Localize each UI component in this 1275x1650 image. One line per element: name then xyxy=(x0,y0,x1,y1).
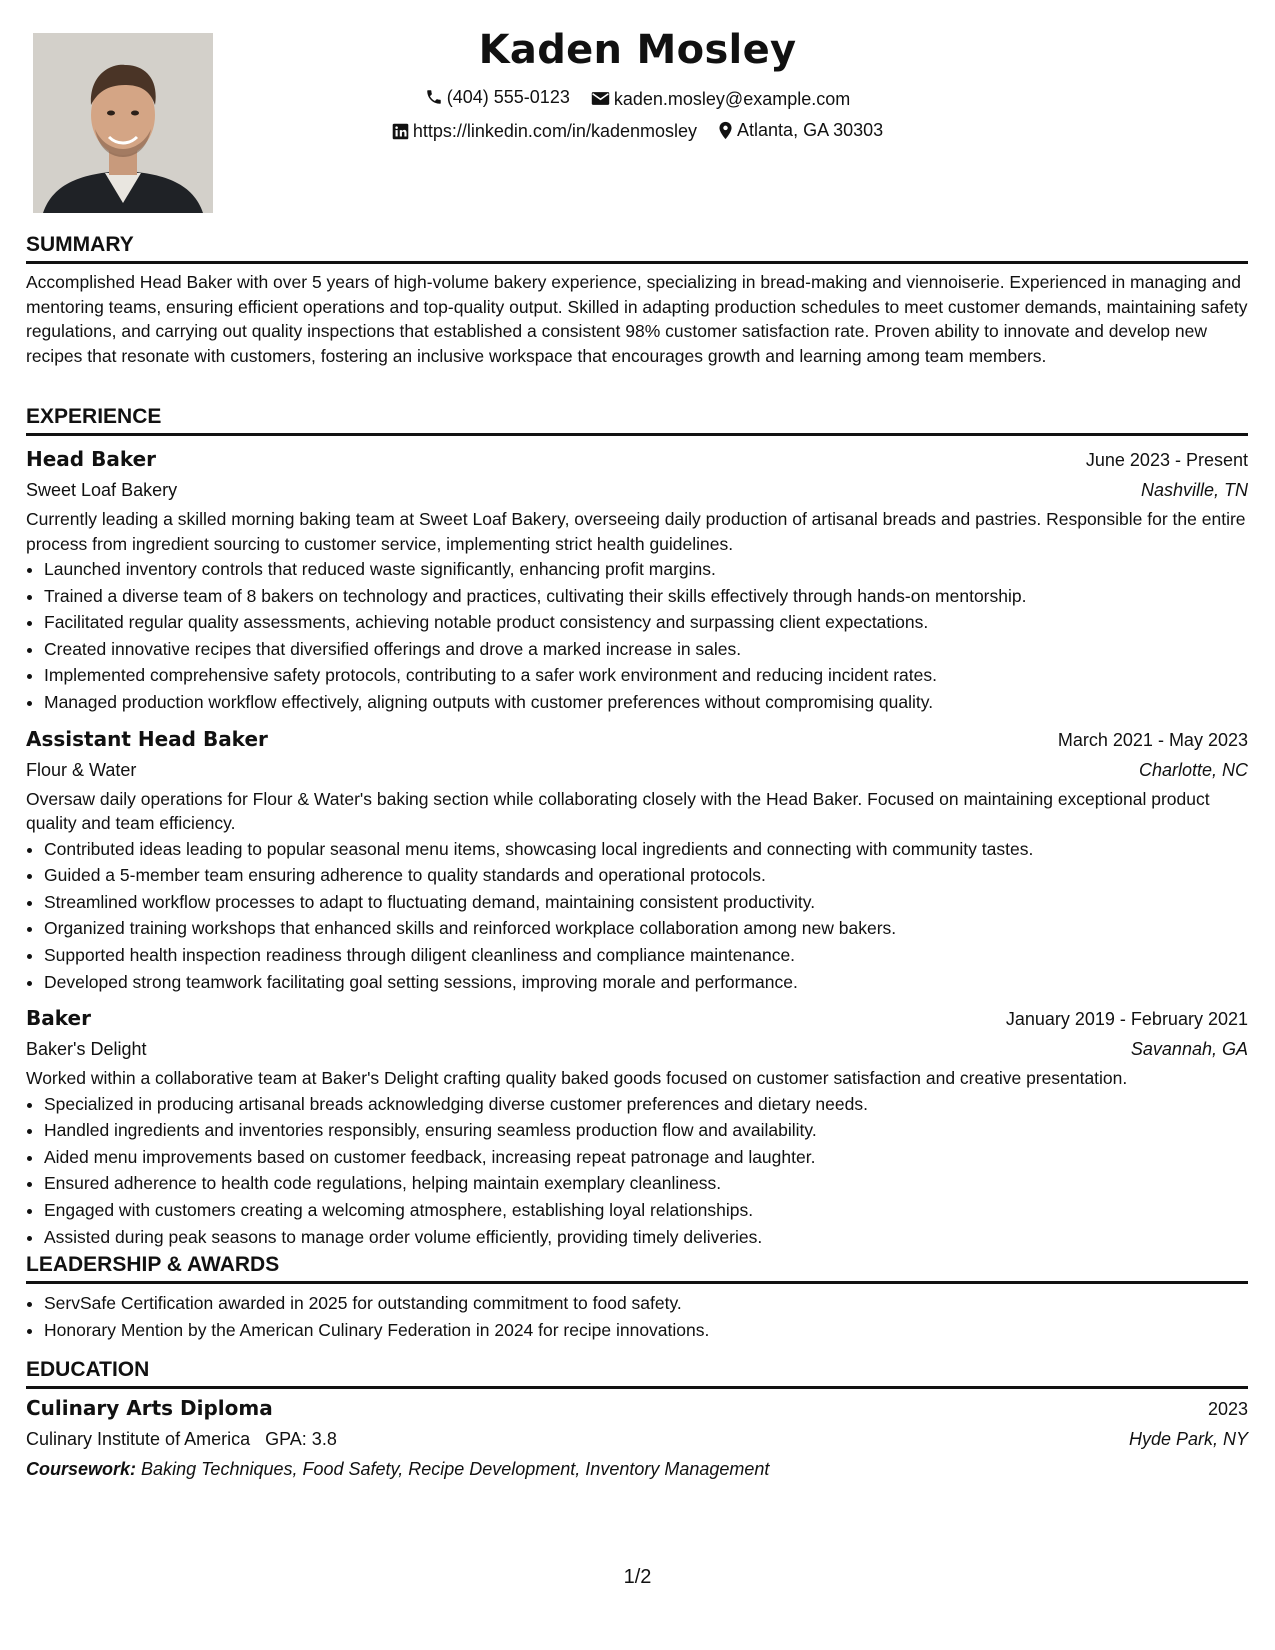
list-item: • Managed production workflow effectively, aligning outputs with customer preferences without compromising quality. xyxy=(44,689,1248,716)
gpa: GPA: 3.8 xyxy=(265,1429,337,1449)
job-entry xyxy=(26,1003,1248,1250)
job-location: Nashville, TN xyxy=(1140,480,1248,500)
list-item: • Streamlined workflow processes to adapt to fluctuating demand, maintaining consistent productivity. xyxy=(44,889,1248,916)
page-number: 1/2 xyxy=(623,1566,652,1588)
section-title: LEADERSHIP & AWARDS xyxy=(26,1252,1248,1284)
list-item: • Facilitated regular quality assessments, achieving notable product consistency and surpassing client expectations. xyxy=(44,609,1248,636)
linkedin-text[interactable]: https://linkedin.com/in/kadenmosley xyxy=(412,121,698,141)
coursework-text: Baking Techniques, Food Safety, Recipe Development, Inventory Management xyxy=(141,1459,770,1479)
list-item: • Honorary Mention by the American Culinary Federation in 2024 for recipe innovations. xyxy=(44,1317,1248,1344)
linkedin-icon xyxy=(392,123,409,140)
email-item[interactable] xyxy=(591,88,850,110)
job-description: Currently leading a skilled morning baking team at Sweet Loaf Bakery, overseeing daily production of artisanal breads and pastries. Responsible for the entire process from ingredient sourcing to customer service, implementing strict health guidelines. xyxy=(26,509,1246,554)
phone-text: (404) 555-0123 xyxy=(446,87,570,107)
job-location: Savannah, GA xyxy=(1130,1039,1248,1060)
awards-section xyxy=(26,1252,1248,1343)
list-item: • Created innovative recipes that diversified offerings and drove a marked increase in sales. xyxy=(44,636,1248,663)
job-dates: June 2023 - Present xyxy=(1085,450,1248,470)
location-text: Atlanta, GA 30303 xyxy=(737,120,884,140)
location-item xyxy=(718,119,883,141)
list-item: • Ensured adherence to health code regulations, helping maintain exemplary cleanliness. xyxy=(44,1170,1248,1197)
job-entry xyxy=(26,724,1248,996)
list-item: • Supported health inspection readiness through diligent cleanliness and compliance maintenance. xyxy=(44,942,1248,969)
list-item: • Contributed ideas leading to popular seasonal menu items, showcasing local ingredients and connecting with community tastes. xyxy=(44,836,1248,863)
job-description: Oversaw daily operations for Flour & Water's baking section while collaborating closely with the Head Baker. Focused on maintaining exceptional product quality and team efficiency. xyxy=(26,788,1210,834)
job-company: Flour & Water xyxy=(26,759,137,780)
awards-list xyxy=(26,1290,1248,1343)
list-item: • Specialized in producing artisanal breads acknowledging diverse customer preferences and dietary needs. xyxy=(44,1091,1248,1118)
resume-header xyxy=(0,22,1275,145)
section-title: EXPERIENCE xyxy=(26,404,1248,436)
job-company: Baker's Delight xyxy=(26,1039,147,1060)
list-item: • Trained a diverse team of 8 bakers on technology and practices, cultivating their skills effectively through hands-on mentorship. xyxy=(44,583,1248,610)
linkedin-item[interactable] xyxy=(392,120,697,142)
job-entry xyxy=(26,444,1248,716)
summary-section xyxy=(26,232,1248,368)
job-title: Baker xyxy=(26,1006,91,1031)
section-title: SUMMARY xyxy=(26,232,1248,264)
education-location: Hyde Park, NY xyxy=(1128,1429,1248,1449)
phone-icon xyxy=(425,88,443,106)
list-item: • Organized training workshops that enhanced skills and reinforced workplace collaboration among new bakers. xyxy=(44,915,1248,942)
job-dates: January 2019 - February 2021 xyxy=(1005,1009,1248,1030)
job-dates: March 2021 - May 2023 xyxy=(1057,729,1248,750)
list-item: • ServSafe Certification awarded in 2025 for outstanding commitment to food safety. xyxy=(44,1290,1248,1317)
job-description: Worked within a collaborative team at Baker's Delight crafting quality baked goods focused on customer satisfaction and creative presentation. xyxy=(26,1068,1128,1089)
summary-text: Accomplished Head Baker with over 5 years of high-volume bakery experience, specializing in bread-making and viennoiserie. Experienced in managing and mentoring teams, ensuring efficient operations and top-quality output. Skilled in adapting production schedules to meet customer demands, maintaining safety regulations, and carrying out quality inspections that established a consistent 98% customer satisfaction rate. Proven ability to innovate and develop new recipes that resonate with customers, fostering an inclusive workspace that encourages growth and learning among team members. xyxy=(26,272,1248,366)
contact-line-2 xyxy=(0,119,1275,145)
envelope-icon xyxy=(591,91,610,106)
job-company: Sweet Loaf Bakery xyxy=(26,480,178,500)
job-location: Charlotte, NC xyxy=(1138,759,1248,780)
phone-item xyxy=(425,86,570,108)
school-line xyxy=(26,1424,337,1454)
list-item: • Engaged with customers creating a welcoming atmosphere, establishing loyal relationships. xyxy=(44,1197,1248,1224)
coursework-line xyxy=(26,1454,1248,1484)
list-item: • Developed strong teamwork facilitating goal setting sessions, improving morale and performance. xyxy=(44,969,1248,996)
list-item: • Guided a 5-member team ensuring adherence to quality standards and operational protocols. xyxy=(44,862,1248,889)
job-bullets xyxy=(26,1091,1248,1251)
list-item: • Handled ingredients and inventories responsibly, ensuring seamless production flow and availability. xyxy=(44,1117,1248,1144)
list-item: • Implemented comprehensive safety protocols, contributing to a safer work environment and reducing incident rates. xyxy=(44,662,1248,689)
list-item: • Aided menu improvements based on customer feedback, increasing repeat patronage and laughter. xyxy=(44,1144,1248,1171)
section-title: EDUCATION xyxy=(26,1357,1248,1389)
contact-line-1 xyxy=(0,86,1275,111)
experience-section xyxy=(26,404,1248,1250)
job-bullets xyxy=(26,556,1248,716)
job-title: Head Baker xyxy=(26,447,157,471)
school-name: Culinary Institute of America xyxy=(26,1429,251,1449)
list-item: • Assisted during peak seasons to manage order volume efficiently, providing timely deliveries. xyxy=(44,1224,1248,1251)
education-year: 2023 xyxy=(1207,1399,1248,1419)
coursework-label: Coursework: xyxy=(26,1459,137,1479)
map-pin-icon xyxy=(718,121,733,140)
degree-title: Culinary Arts Diploma xyxy=(26,1396,273,1420)
email-text[interactable]: kaden.mosley@example.com xyxy=(613,88,851,109)
candidate-name: Kaden Mosley xyxy=(478,27,797,73)
education-section xyxy=(26,1357,1248,1484)
job-bullets xyxy=(26,836,1248,996)
list-item: • Launched inventory controls that reduced waste significantly, enhancing profit margins. xyxy=(44,556,1248,583)
job-title: Assistant Head Baker xyxy=(26,726,268,751)
